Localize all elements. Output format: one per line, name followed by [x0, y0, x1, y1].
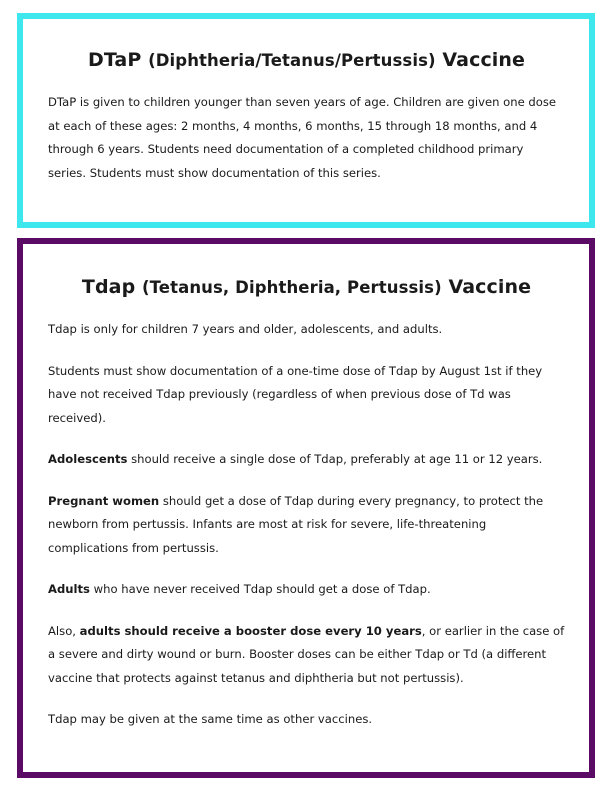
tdap-other-vaccines-paragraph: Tdap may be given at the same time as other vaccines. — [48, 712, 373, 726]
dtap-paragraph: DTaP is given to children younger than seven years of age. Children are given one dose at each of these ages: 2 months, 4 months, 6 months, 15 through 18 months, and 4 through 6 years. Students need documentation of a completed childhood primary series. Students must show documentation of this series. — [48, 95, 557, 180]
tdap-adolescents-paragraph: Adolescents should receive a single dose of Tdap, preferably at age 11 or 12 years. — [48, 452, 543, 466]
dtap-info-box — [17, 13, 595, 228]
tdap-age-paragraph: Tdap is only for children 7 years and older, adolescents, and adults. — [48, 322, 443, 336]
tdap-pregnant-women-paragraph: Pregnant women should get a dose of Tdap during every pregnancy, to protect the newborn from pertussis. Infants are most at risk for severe, life-threatening complications from pertussis. — [48, 493, 544, 555]
tdap-booster-paragraph: Also, adults should receive a booster dose every 10 years, or earlier in the case of a severe and dirty wound or burn. Booster doses can be either Tdap or Td (a different vaccine that protects against tetanus and diphtheria but not pertussis). — [48, 623, 565, 685]
dtap-title: DTaP (Diphtheria/Tetanus/Pertussis) Vaccine — [87, 49, 526, 71]
tdap-documentation-paragraph: Students must show documentation of a one-time dose of Tdap by August 1st if they have not received Tdap previously (regardless of when previous dose of Td was received). — [48, 363, 543, 425]
tdap-adults-paragraph: Adults who have never received Tdap should get a dose of Tdap. — [48, 582, 431, 596]
tdap-title: Tdap (Tetanus, Diphtheria, Pertussis) Vaccine — [81, 276, 532, 298]
tdap-info-box — [17, 238, 595, 778]
